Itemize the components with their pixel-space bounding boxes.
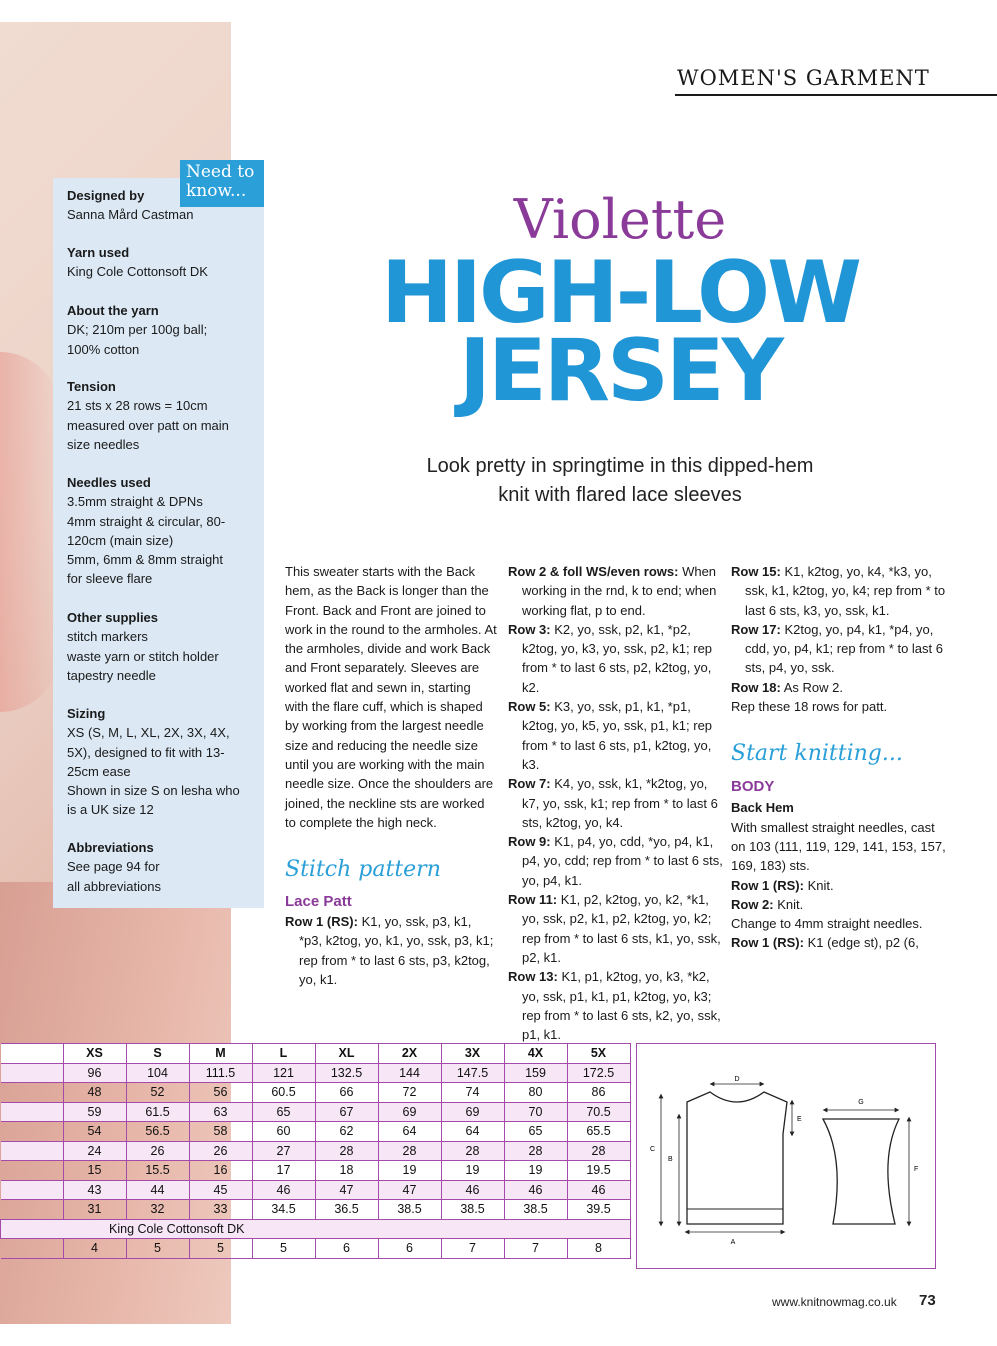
table-cell: 5X (567, 1044, 630, 1064)
table-cell: XL (315, 1044, 378, 1064)
table-cell: 6 (378, 1239, 441, 1259)
table-cell: 65.5 (567, 1122, 630, 1142)
schematic-svg (637, 1044, 935, 1268)
table-cell: 64 (378, 1122, 441, 1142)
title-script: Violette (513, 188, 727, 251)
table-cell: 60 (252, 1122, 315, 1142)
table-cell: 31 (63, 1200, 126, 1220)
table-cell: 5 (126, 1239, 189, 1259)
table-cell: 69 (441, 1102, 504, 1122)
table-cell: 27 (252, 1141, 315, 1161)
page-number: 73 (919, 1292, 936, 1309)
row-label-cell (1, 1200, 64, 1220)
table-cell: 19.5 (567, 1161, 630, 1181)
row-label: Row 5: (508, 699, 551, 715)
table-cell: 47 (378, 1180, 441, 1200)
start-knitting-heading: Start knitting... (731, 741, 903, 767)
sidebar-value: XS (S, M, L, XL, 2X, 3X, 4X, 5X), designed to fit with 13- 25cm ease Shown in size S on lesha who is a UK size 12 (67, 725, 240, 818)
pattern-row (508, 697, 723, 774)
sidebar-yarn (67, 243, 257, 282)
sidebar-heading: Sizing (67, 706, 106, 721)
body-heading: BODY (731, 778, 775, 796)
table-row (1, 1200, 631, 1220)
table-cell: 36.5 (315, 1200, 378, 1220)
title-line2: JERSEY (459, 321, 781, 421)
sidebar-value: See page 94 for all abbreviations (67, 859, 161, 894)
sidebar-needles (67, 473, 257, 589)
sleeve-outline (823, 1119, 899, 1224)
row-text: As Row 2. (780, 679, 843, 695)
sidebar-value: Sanna Mård Castman (67, 207, 194, 223)
need-to-know-line1: Need to (186, 162, 255, 182)
intro-line1: Look pretty in springtime in this dipped-hem (426, 455, 814, 477)
table-cell: 7 (504, 1239, 567, 1259)
row-label-cell (1, 1083, 64, 1103)
table-cell: S (126, 1044, 189, 1064)
table-cell: 2X (378, 1044, 441, 1064)
pattern-row (508, 832, 723, 890)
balls-row (1, 1239, 631, 1259)
row-label-cell (1, 1180, 64, 1200)
table-cell: 48 (63, 1083, 126, 1103)
sidebar-value: King Cole Cottonsoft DK (67, 264, 208, 280)
table-cell: 58 (189, 1122, 252, 1142)
row-text: Knit. (773, 896, 804, 912)
row-label: Row 1 (RS): (731, 935, 804, 951)
table-cell: 17 (252, 1161, 315, 1181)
row-label: Row 18: (731, 679, 781, 695)
table-cell: 38.5 (504, 1200, 567, 1220)
table-cell: 7 (441, 1239, 504, 1259)
table-cell: 86 (567, 1083, 630, 1103)
table-cell: 4X (504, 1044, 567, 1064)
sidebar-heading: Abbreviations (67, 840, 154, 855)
table-cell: 69 (378, 1102, 441, 1122)
table-cell: 61.5 (126, 1102, 189, 1122)
table-row (1, 1083, 631, 1103)
back-hem-text: With smallest straight needles, cast on 103 (111, 119, 129, 141, 153, 157, 169, 183) sts. (731, 819, 946, 874)
label-c: C (650, 1146, 656, 1153)
row-label: Row 2: (731, 896, 774, 912)
table-cell: M (189, 1044, 252, 1064)
table-cell: 26 (189, 1141, 252, 1161)
table-cell: 80 (504, 1083, 567, 1103)
sidebar-abbreviations (67, 838, 257, 896)
label-b: B (668, 1156, 673, 1163)
row-text: K1, p4, yo, cdd, *yo, p4, k1, p4, yo, cdd; rep from * to last 6 sts, yo, p4, k1. (522, 834, 723, 888)
table-cell: 18 (315, 1161, 378, 1181)
row-label: Row 1 (RS): (731, 877, 804, 893)
intro-standfirst (370, 452, 870, 510)
row-label-cell (1, 1044, 64, 1064)
table-row (1, 1180, 631, 1200)
row-label-cell (1, 1122, 64, 1142)
sidebar-heading: Designed by (67, 188, 145, 203)
sidebar-value: stitch markers waste yarn or stitch holder tapestry needle (67, 629, 219, 683)
row-label: Row 1 (RS): (285, 914, 358, 930)
table-cell: 66 (315, 1083, 378, 1103)
table-cell: 147.5 (441, 1063, 504, 1083)
row-text: When working in the rnd, k to end; when working flat, p to end. (522, 564, 717, 618)
table-cell: 63 (189, 1102, 252, 1122)
table-cell: 46 (567, 1180, 630, 1200)
table-cell: 19 (378, 1161, 441, 1181)
footer-url: www.knitnowmag.co.uk (772, 1295, 897, 1309)
table-cell: 38.5 (441, 1200, 504, 1220)
yarn-label-row (1, 1219, 631, 1239)
sidebar-heading: Yarn used (67, 245, 130, 260)
sidebar-tension (67, 377, 257, 454)
table-cell: 6 (315, 1239, 378, 1259)
body-outline (687, 1092, 787, 1224)
row-label-cell (1, 1239, 64, 1259)
table-cell: 74 (441, 1083, 504, 1103)
pattern-row (508, 620, 723, 697)
table-cell: 28 (441, 1141, 504, 1161)
table-cell: 24 (63, 1141, 126, 1161)
table-cell: 65 (252, 1102, 315, 1122)
table-cell: 67 (315, 1102, 378, 1122)
column-1 (285, 562, 497, 989)
back-hem-heading: Back Hem (731, 800, 794, 816)
yarn-label-cell: King Cole Cottonsoft DK (1, 1219, 631, 1239)
table-cell: 56.5 (126, 1122, 189, 1142)
need-to-know-line2: know... (186, 181, 247, 201)
row-text: K3, yo, ssk, p1, k1, *p1, k2tog, yo, k5, yo, ssk, p1, k1; rep from * to last 6 sts, p1, k2tog, yo, k3. (522, 699, 713, 772)
table-cell: 28 (315, 1141, 378, 1161)
change-needles-text: Change to 4mm straight needles. (731, 916, 923, 932)
intro-paragraph: This sweater starts with the Back hem, as the Back is longer than the Front. Back and Front are joined to work in the round to the armholes. At the armholes, divide and work Back and Front separately. Sleeves are worked flat and sewn in, starting with the flare cuff, which is shaped by working from the largest needle size and reducing the needle size until you are working with the main needle size. Once the shoulders are joined, the neckline sts are worked to complete the high neck. (285, 564, 497, 830)
label-f: F (914, 1166, 919, 1173)
row-text: K1, k2tog, yo, k4, *k3, yo, ssk, k1, k2tog, yo, k4; rep from * to last 6 sts, k3, yo, ssk, k1. (745, 564, 946, 618)
row-label-cell (1, 1141, 64, 1161)
pattern-row (508, 562, 723, 620)
row-label: Row 9: (508, 834, 551, 850)
table-cell: 111.5 (189, 1063, 252, 1083)
pattern-row (508, 967, 723, 1044)
row-text: K2tog, yo, p4, k1, *p4, yo, cdd, yo, p4, k1; rep from * to last 6 sts, p4, yo, ssk. (745, 621, 943, 676)
pattern-row (731, 933, 946, 952)
sidebar-supplies (67, 608, 257, 685)
table-cell: 72 (378, 1083, 441, 1103)
table-cell: L (252, 1044, 315, 1064)
table-cell: 70.5 (567, 1102, 630, 1122)
row-label: Row 17: (731, 621, 781, 637)
table-cell: 15 (63, 1161, 126, 1181)
pattern-row (731, 562, 946, 620)
row-text: K2, yo, ssk, p2, k1, *p2, k2tog, yo, k3, yo, ssk, p2, k1; rep from * to last 6 sts, p2, k2tog, yo, k2. (522, 621, 713, 695)
row-label: Row 3: (508, 621, 551, 637)
table-cell: 32 (126, 1200, 189, 1220)
table-cell: 65 (504, 1122, 567, 1142)
table-cell: 52 (126, 1083, 189, 1103)
size-table (0, 1043, 631, 1259)
table-cell: 43 (63, 1180, 126, 1200)
sidebar-sizing (67, 704, 257, 820)
sidebar-heading: Tension (67, 379, 116, 394)
table-cell: 28 (378, 1141, 441, 1161)
section-header-text: WOMEN'S GARMENT (677, 66, 930, 90)
table-cell: 60.5 (252, 1083, 315, 1103)
row-label-cell (1, 1102, 64, 1122)
row-label: Row 2 & foll WS/even rows: (508, 564, 679, 579)
table-cell: 34.5 (252, 1200, 315, 1220)
row-label-cell (1, 1161, 64, 1181)
table-cell: 62 (315, 1122, 378, 1142)
row-label: Row 15: (731, 564, 781, 579)
table-cell: 3X (441, 1044, 504, 1064)
table-cell: 132.5 (315, 1063, 378, 1083)
table-cell: 70 (504, 1102, 567, 1122)
table-cell: 15.5 (126, 1161, 189, 1181)
stitch-pattern-heading: Stitch pattern (285, 857, 441, 883)
table-cell: 64 (441, 1122, 504, 1142)
table-cell: 46 (504, 1180, 567, 1200)
table-cell: 5 (189, 1239, 252, 1259)
label-e: E (797, 1116, 802, 1123)
table-cell: 172.5 (567, 1063, 630, 1083)
table-cell: 28 (504, 1141, 567, 1161)
table-cell: 104 (126, 1063, 189, 1083)
table-cell: 39.5 (567, 1200, 630, 1220)
row-text: K1, p2, k2tog, yo, k2, *k1, yo, ssk, p2, k1, p2, k2tog, yo, k2; rep from * to last 6 sts, k1, yo, ssk, p2, k1. (522, 892, 721, 965)
pattern-row (508, 774, 723, 832)
table-header-row (1, 1044, 631, 1064)
table-cell: 8 (567, 1239, 630, 1259)
table-cell: 19 (504, 1161, 567, 1181)
table-cell: 4 (63, 1239, 126, 1259)
row-text: K1 (edge st), p2 (6, (803, 935, 919, 951)
row-label: Row 11: (508, 892, 558, 908)
table-cell: 45 (189, 1180, 252, 1200)
sidebar-heading: Needles used (67, 475, 151, 490)
table-cell: 47 (315, 1180, 378, 1200)
sidebar-value: DK; 210m per 100g ball; 100% cotton (67, 322, 208, 357)
table-cell: 26 (126, 1141, 189, 1161)
table-cell: 54 (63, 1122, 126, 1142)
table-cell: 16 (189, 1161, 252, 1181)
label-d: D (734, 1076, 740, 1083)
table-row (1, 1161, 631, 1181)
table-cell: 28 (567, 1141, 630, 1161)
row-text: K1, p1, k2tog, yo, k3, *k2, yo, ssk, p1, k1, p1, k2tog, yo, k3; rep from * to last 6 sts, k2, yo, ssk, p1, k1. (522, 969, 721, 1043)
title-line1: HIGH-LOW (381, 243, 859, 343)
pattern-row (731, 620, 946, 678)
table-cell: 19 (441, 1161, 504, 1181)
label-a: A (730, 1239, 736, 1246)
table-cell: 159 (504, 1063, 567, 1083)
sidebar-value: 3.5mm straight & DPNs 4mm straight & circular, 80- 120cm (main size) 5mm, 6mm & 8mm straight for sleeve flare (67, 494, 226, 587)
table-cell: 46 (252, 1180, 315, 1200)
table-cell: 144 (378, 1063, 441, 1083)
row-label-cell (1, 1063, 64, 1083)
table-row (1, 1122, 631, 1142)
table-cell: 96 (63, 1063, 126, 1083)
photo-shading (0, 352, 60, 712)
pattern-row (508, 890, 723, 967)
row-text: K4, yo, ssk, k1, *k2tog, yo, k7, yo, ssk, k1; rep from * to last 6 sts, k2tog, yo, k4. (522, 776, 718, 830)
intro-line2: knit with flared lace sleeves (498, 484, 742, 506)
table-cell: 38.5 (378, 1200, 441, 1220)
sidebar-about-yarn (67, 301, 257, 359)
column-3 (731, 562, 946, 953)
row-text: K1, yo, ssk, p3, k1, *p3, k2tog, yo, k1, yo, ssk, p3, k1; rep from * to last 6 sts, p3, k2tog, yo, k1. (299, 914, 494, 988)
repeat-note: Rep these 18 rows for patt. (731, 699, 888, 715)
table-cell: 59 (63, 1102, 126, 1122)
row-label: Row 7: (508, 776, 551, 792)
sidebar-heading: About the yarn (67, 303, 159, 318)
lace-patt-heading: Lace Patt (285, 893, 352, 911)
table-cell: XS (63, 1044, 126, 1064)
sidebar-value: 21 sts x 28 rows = 10cm measured over patt on main size needles (67, 398, 229, 452)
sidebar-heading: Other supplies (67, 610, 159, 625)
label-g: G (858, 1099, 864, 1106)
pattern-row (731, 678, 946, 697)
table-cell: 33 (189, 1200, 252, 1220)
table-cell: 5 (252, 1239, 315, 1259)
table-row (1, 1102, 631, 1122)
table-cell: 46 (441, 1180, 504, 1200)
column-2 (508, 562, 723, 1044)
table-cell: 44 (126, 1180, 189, 1200)
sidebar-designer (67, 186, 257, 225)
table-row (1, 1063, 631, 1083)
row-label: Row 13: (508, 969, 558, 985)
table-cell: 121 (252, 1063, 315, 1083)
pattern-row (731, 876, 946, 895)
table-cell: 56 (189, 1083, 252, 1103)
section-header (675, 66, 997, 96)
table-row (1, 1141, 631, 1161)
row-text: Knit. (803, 877, 834, 893)
garment-diagram (636, 1043, 936, 1269)
title-main (340, 243, 900, 421)
pattern-row (731, 895, 946, 914)
pattern-row (285, 912, 497, 989)
